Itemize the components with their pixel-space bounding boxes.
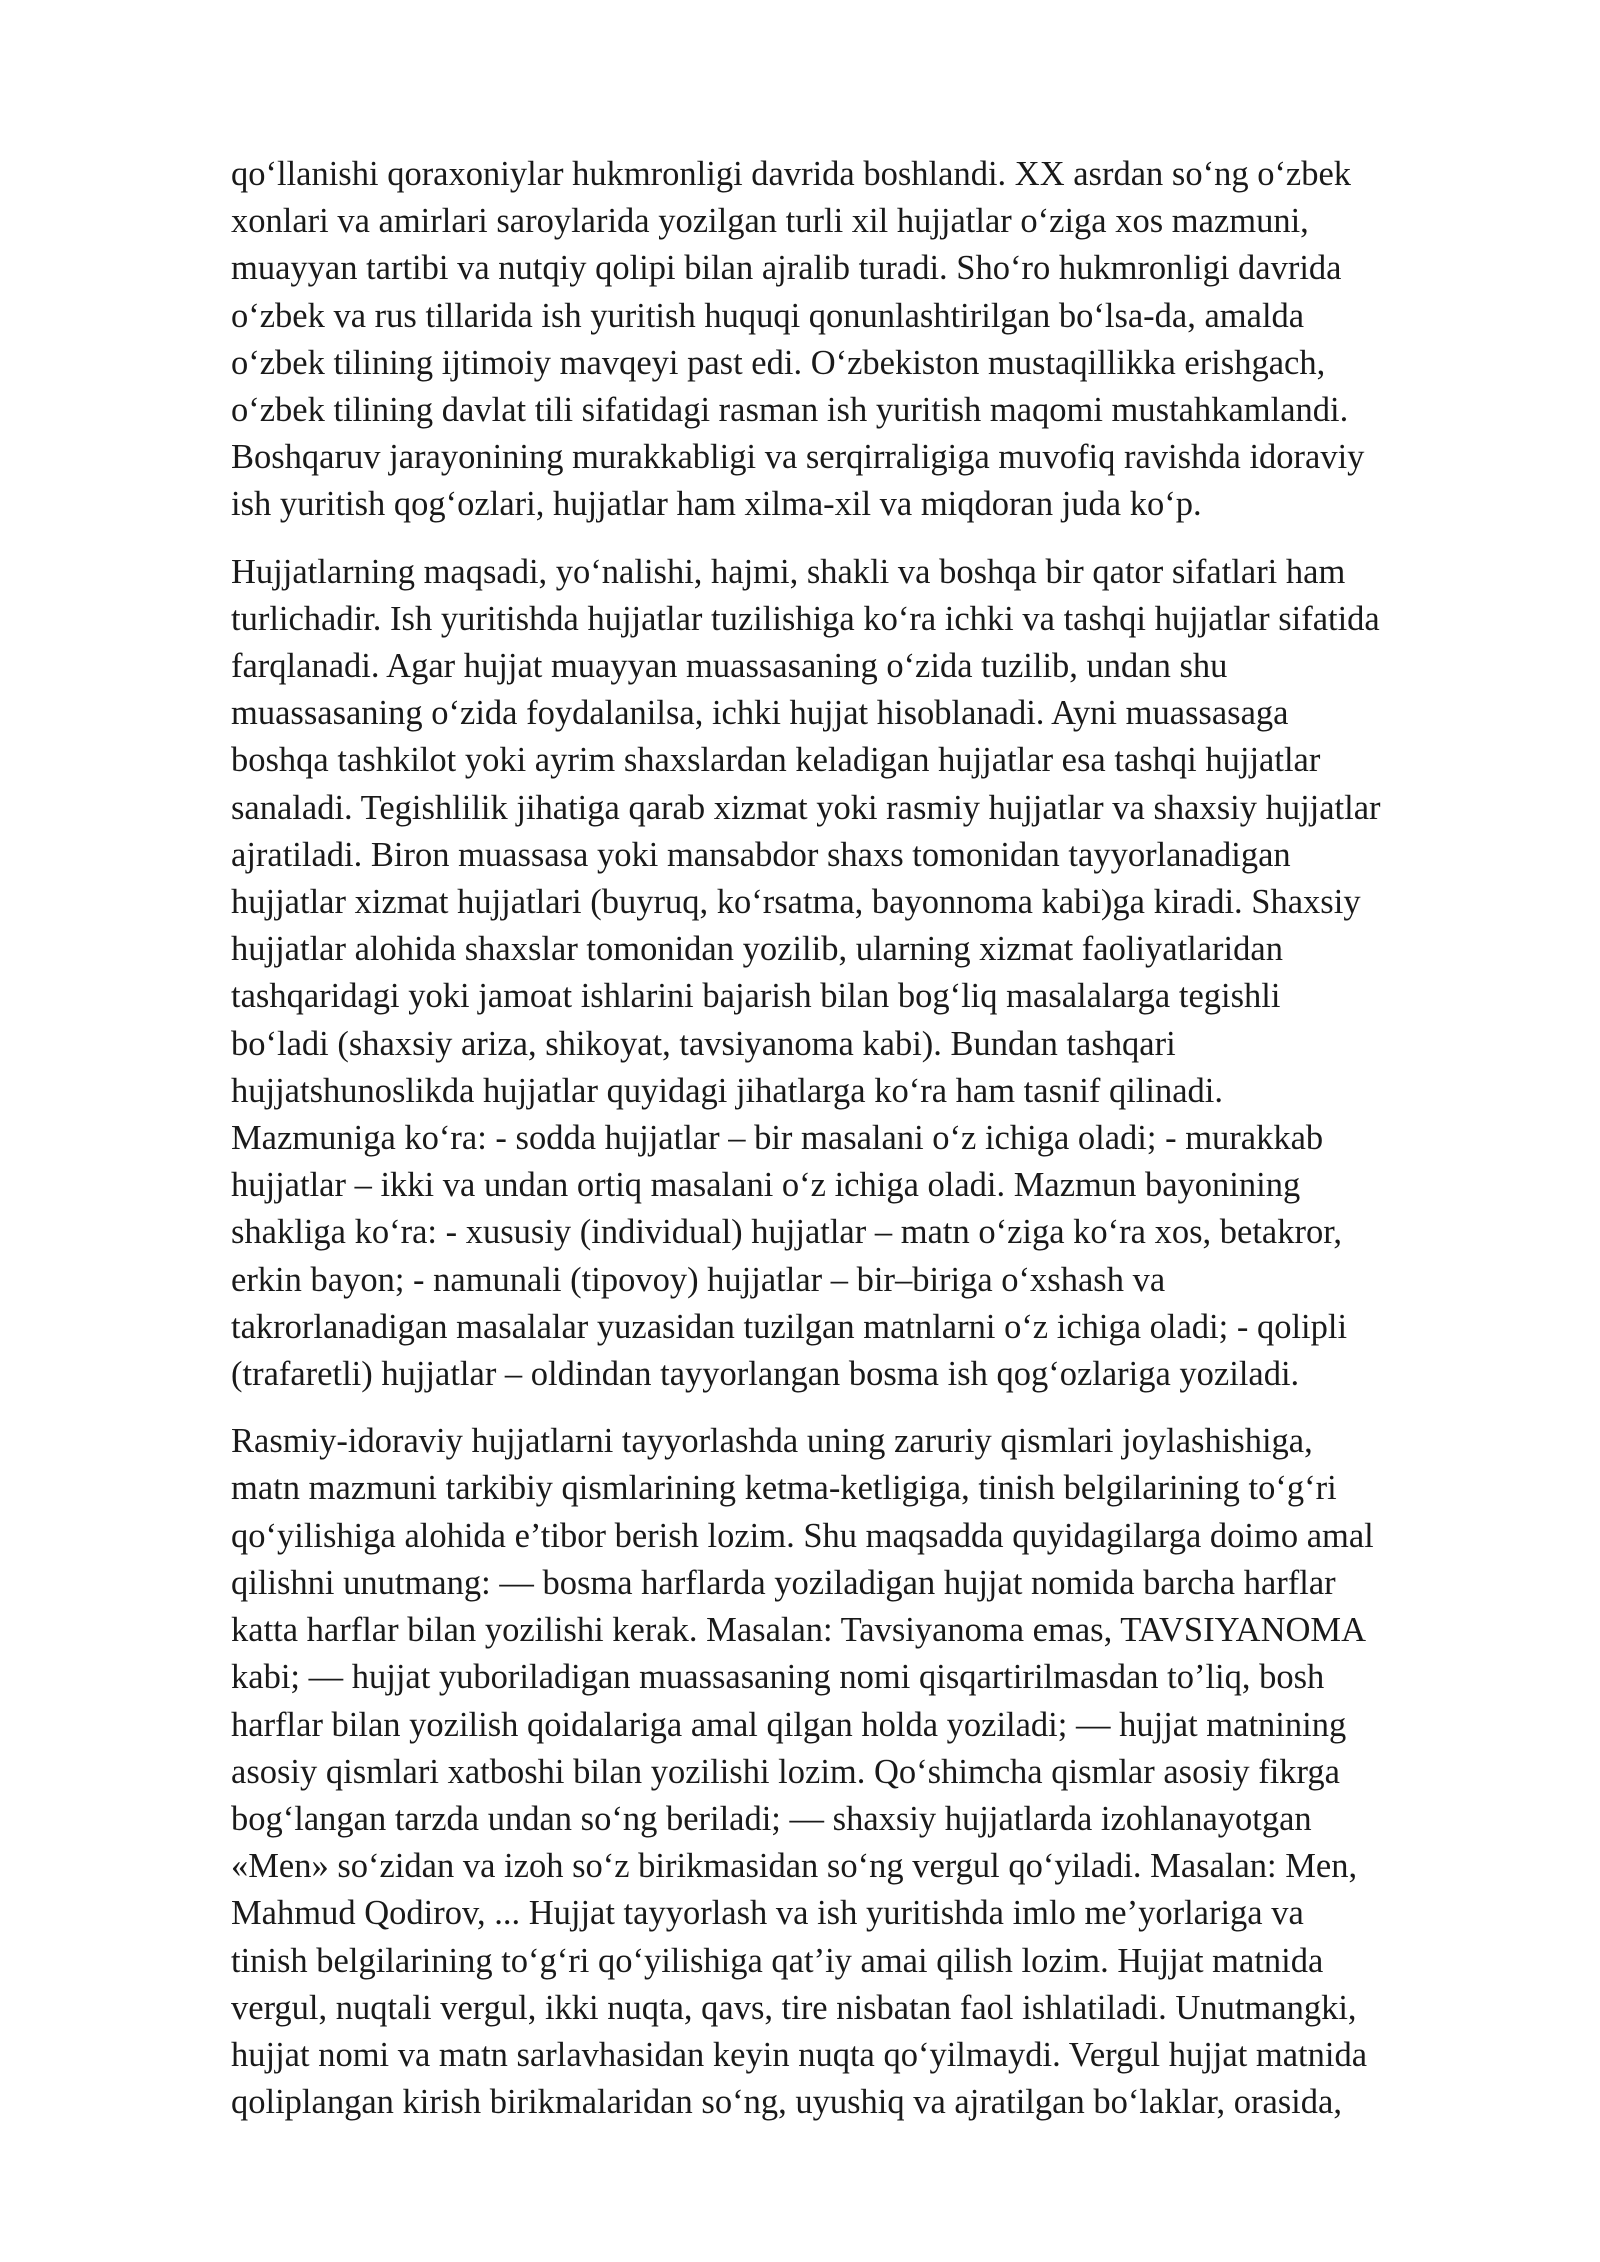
text-line: matn mazmuni tarkibiy qismlarining ketma-ketligiga, tinish belgilarining to‘g‘ri xyxy=(231,1469,1337,1508)
text-line: muayyan tartibi va nutqiy qolipi bilan ajralib turadi. Sho‘ro hukmronligi davrida xyxy=(231,249,1342,288)
text-line: tashqaridagi yoki jamoat ishlarini bajarish bilan bog‘liq masalalarga tegishli xyxy=(231,977,1281,1016)
text-line: hujjat nomi va matn sarlavhasidan keyin nuqta qo‘yilmaydi. Vergul hujjat matnida xyxy=(231,2035,1368,2074)
text-line: boshqa tashkilot yoki ayrim shaxslardan keladigan hujjatlar esa tashqi hujjatlar xyxy=(231,741,1321,780)
text-line: Hujjatlarning maqsadi, yo‘nalishi, hajmi, shakli va boshqa bir qator sifatlari ham xyxy=(231,552,1346,591)
text-line: shakliga ko‘ra: - xususiy (individual) hujjatlar – matn o‘ziga ko‘ra xos, betakror, xyxy=(231,1213,1342,1252)
text-line: qo‘yilishiga alohida e’tibor berish lozim. Shu maqsadda quyidagilarga doimo amal xyxy=(231,1516,1374,1555)
text-line: o‘zbek va rus tillarida ish yuritish huquqi qonunlashtirilgan bo‘lsa-da, amalda xyxy=(231,296,1305,335)
text-line: Mazmuniga ko‘ra: - sodda hujjatlar – bir masalani o‘z ichiga oladi; - murakkab xyxy=(231,1119,1324,1158)
text-line: takrorlanadigan masalalar yuzasidan tuzilgan matnlarni o‘z ichiga oladi; - qolipli xyxy=(231,1307,1348,1346)
text-line: Boshqaruv jarayonining murakkabligi va serqirraligiga muvofiq ravishda idoraviy xyxy=(231,438,1365,477)
text-line: hujjatlar xizmat hujjatlari (buyruq, ko‘rsatma, bayonnoma kabi)ga kiradi. Shaxsiy xyxy=(231,883,1361,922)
text-line: bog‘langan tarzda undan so‘ng beriladi; — shaxsiy hujjatlarda izohlanayotgan xyxy=(231,1799,1312,1838)
text-line: ish yuritish qog‘ozlari, hujjatlar ham xilma-xil va miqdoran juda ko‘p. xyxy=(231,485,1202,524)
text-line: Mahmud Qodirov, ... Hujjat tayyorlash va ish yuritishda imlo me’yorlariga va xyxy=(231,1894,1304,1933)
text-line: harflar bilan yozilish qoidalariga amal qilgan holda yoziladi; — hujjat matnining xyxy=(231,1705,1347,1744)
text-line: xonlari va amirlari saroylarida yozilgan turli xil hujjatlar o‘ziga xos mazmuni, xyxy=(231,202,1309,241)
text-line: muassasaning o‘zida foydalanilsa, ichki hujjat hisoblanadi. Ayni muassasaga xyxy=(231,694,1289,733)
paragraph xyxy=(231,549,1503,1399)
text-line: (trafaretli) hujjatlar – oldindan tayyorlangan bosma ish qog‘ozlariga yoziladi. xyxy=(231,1355,1300,1394)
text-line: asosiy qismlari xatboshi bilan yozilishi lozim. Qo‘shimcha qismlar asosiy fikrga xyxy=(231,1752,1340,1791)
text-line: kabi; — hujjat yuboriladigan muassasaning nomi qisqartirilmasdan to’liq, bosh xyxy=(231,1658,1325,1697)
text-line: qilishni unutmang: — bosma harflarda yoziladigan hujjat nomida barcha harflar xyxy=(231,1563,1336,1602)
text-line: bo‘ladi (shaxsiy ariza, shikoyat, tavsiyanoma kabi). Bundan tashqari xyxy=(231,1024,1176,1063)
text-line: qoliplangan kirish birikmalaridan so‘ng, uyushiq va ajratilgan bo‘laklar, orasida, xyxy=(231,2083,1342,2122)
text-line: erkin bayon; - namunali (tipovoy) hujjatlar – bir–biriga o‘xshash va xyxy=(231,1260,1166,1299)
text-line: o‘zbek tilining davlat tili sifatidagi rasman ish yuritish maqomi mustahkamlandi. xyxy=(231,391,1349,430)
text-line: vergul, nuqtali vergul, ikki nuqta, qavs, tire nisbatan faol ishlatiladi. Unutmangki, xyxy=(231,1988,1357,2027)
paragraph xyxy=(231,1418,1503,2126)
text-line: turlichadir. Ish yuritishda hujjatlar tuzilishiga ko‘ra ichki va tashqi hujjatlar sifatida xyxy=(231,599,1380,638)
text-line: katta harflar bilan yozilishi kerak. Masalan: Tavsiyanoma emas, TAVSIYANOMA xyxy=(231,1611,1366,1650)
text-line: Rasmiy-idoraviy hujjatlarni tayyorlashda uning zaruriy qismlari joylashishiga, xyxy=(231,1422,1313,1461)
text-line: ajratiladi. Biron muassasa yoki mansabdor shaxs tomonidan tayyorlanadigan xyxy=(231,835,1291,874)
text-line: tinish belgilarining to‘g‘ri qo‘yilishiga qat’iy amai qilish lozim. Hujjat matnida xyxy=(231,1941,1324,1980)
text-line: hujjatshunoslikda hujjatlar quyidagi jihatlarga ko‘ra ham tasnif qilinadi. xyxy=(231,1071,1223,1110)
text-line: o‘zbek tilining ijtimoiy mavqeyi past edi. O‘zbekiston mustaqillikka erishgach, xyxy=(231,343,1326,382)
text-line: hujjatlar – ikki va undan ortiq masalani o‘z ichiga oladi. Mazmun bayonining xyxy=(231,1166,1301,1205)
text-line: sanaladi. Tegishlilik jihatiga qarab xizmat yoki rasmiy hujjatlar va shaxsiy hujjatlar xyxy=(231,788,1381,827)
text-line: qo‘llanishi qoraxoniylar hukmronligi davrida boshlandi. XX asrdan so‘ng o‘zbek xyxy=(231,155,1352,193)
text-line: farqlanadi. Agar hujjat muayyan muassasaning o‘zida tuzilib, undan shu xyxy=(231,647,1228,686)
document-body xyxy=(231,151,1503,2146)
paragraph xyxy=(231,151,1503,529)
text-line: «Men» so‘zidan va izoh so‘z birikmasidan so‘ng vergul qo‘yiladi. Masalan: Men, xyxy=(231,1847,1358,1886)
text-line: hujjatlar alohida shaxslar tomonidan yozilib, ularning xizmat faoliyatlaridan xyxy=(231,930,1283,969)
